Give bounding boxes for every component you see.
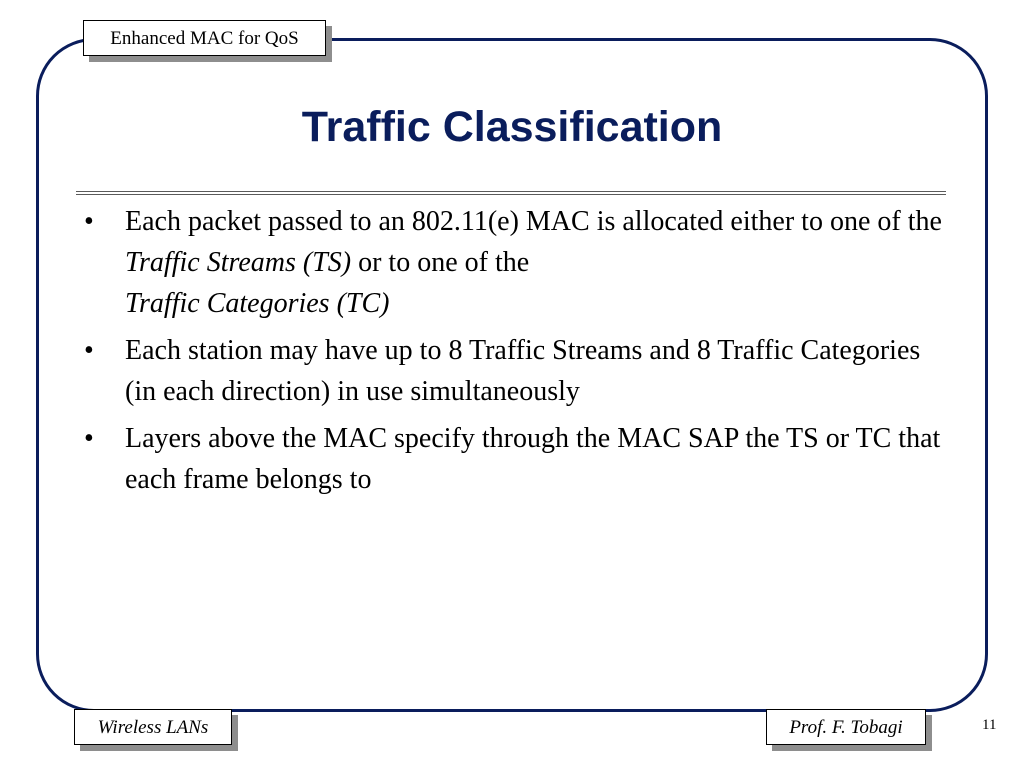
bullet-mark: • [84,335,94,366]
slide-title: Traffic Classification [301,103,723,151]
header-tag [83,20,326,56]
footer-author-label: Prof. F. Tobagi [789,716,903,738]
bullet-item-1 [84,201,946,324]
bullet-1-term-traffic-streams: Traffic Streams (TS) [125,247,352,278]
bullet-1-term-traffic-categories: Traffic Categories (TC) [125,288,390,319]
bullet-2-text: Each station may have up to 8 Traffic Streams and 8 Traffic Categories (in each direction) in use simultaneously [125,335,921,407]
bullet-item-2 [84,330,946,412]
bullet-list [84,201,946,506]
bullet-mark: • [84,206,94,237]
footer-course-tag [74,709,232,745]
footer-course-label: Wireless LANs [97,716,209,738]
header-tag-label: Enhanced MAC for QoS [110,27,299,49]
bullet-1-text-cont: or to one of the [351,247,530,278]
bullet-3-text: Layers above the MAC specify through the MAC SAP the TS or TC that each frame belongs to [125,423,941,495]
bullet-mark: • [84,423,94,454]
footer-author-tag [766,709,926,745]
title-divider [76,191,946,195]
bullet-1-text: Each packet passed to an 802.11(e) MAC is allocated either to one of the [125,206,942,237]
page-number: 11 [982,717,997,733]
bullet-item-3 [84,418,946,500]
